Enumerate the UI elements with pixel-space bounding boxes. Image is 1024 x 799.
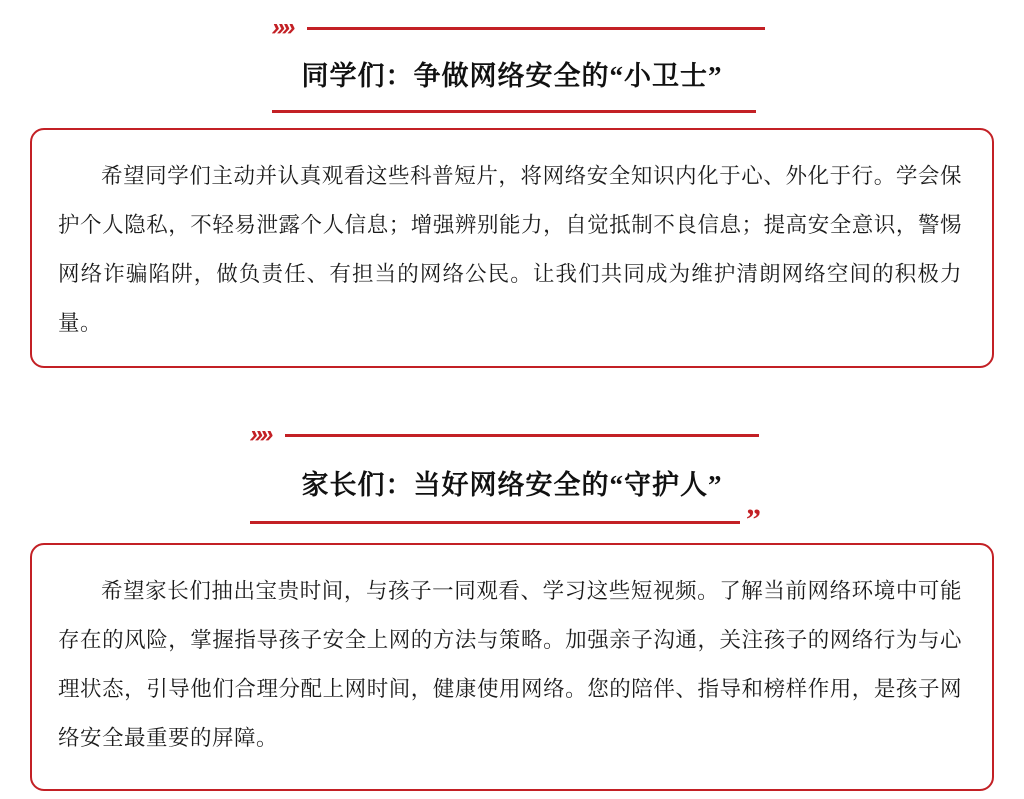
chevrons-icon: »» xyxy=(269,14,296,41)
heading-rule-bottom xyxy=(250,521,740,524)
body-text-students: 希望同学们主动并认真观看这些科普短片，将网络安全知识内化于心、外化于行。学会保护个人隐私，不轻易泄露个人信息；增强辨别能力，自觉抵制不良信息；提高安全意识，警惕网络诈骗陷阱，做负责任、有担当的网络公民。让我们共同成为维护清朗网络空间的积极力量。 xyxy=(58,164,962,335)
heading-rule-row-bottom xyxy=(250,503,761,536)
heading-rule-row-top xyxy=(269,14,765,41)
section-title-students: 同学们：争做网络安全的“小卫士” xyxy=(301,61,723,91)
body-text-parents: 希望家长们抽出宝贵时间，与孩子一同观看、学习这些短视频。了解当前网络环境中可能存在的风险，掌握指导孩子安全上网的方法与策略。加强亲子沟通，关注孩子的网络行为与心理状态，引导他们合理分配上网时间，健康使用网络。您的陪伴、指导和榜样作用，是孩子网络安全最重要的屏障。 xyxy=(58,579,962,750)
heading-rule-bottom xyxy=(272,110,756,113)
quote-mark-icon: ” xyxy=(746,503,761,536)
chevrons-icon: »» xyxy=(247,421,274,448)
section-title-parents: 家长们：当好网络安全的“守护人” xyxy=(301,470,723,500)
heading-rule-row-top xyxy=(247,421,759,448)
text-box-students xyxy=(30,128,994,368)
text-box-parents xyxy=(30,543,994,791)
heading-rule-top xyxy=(307,27,765,30)
heading-rule-top xyxy=(285,434,759,437)
